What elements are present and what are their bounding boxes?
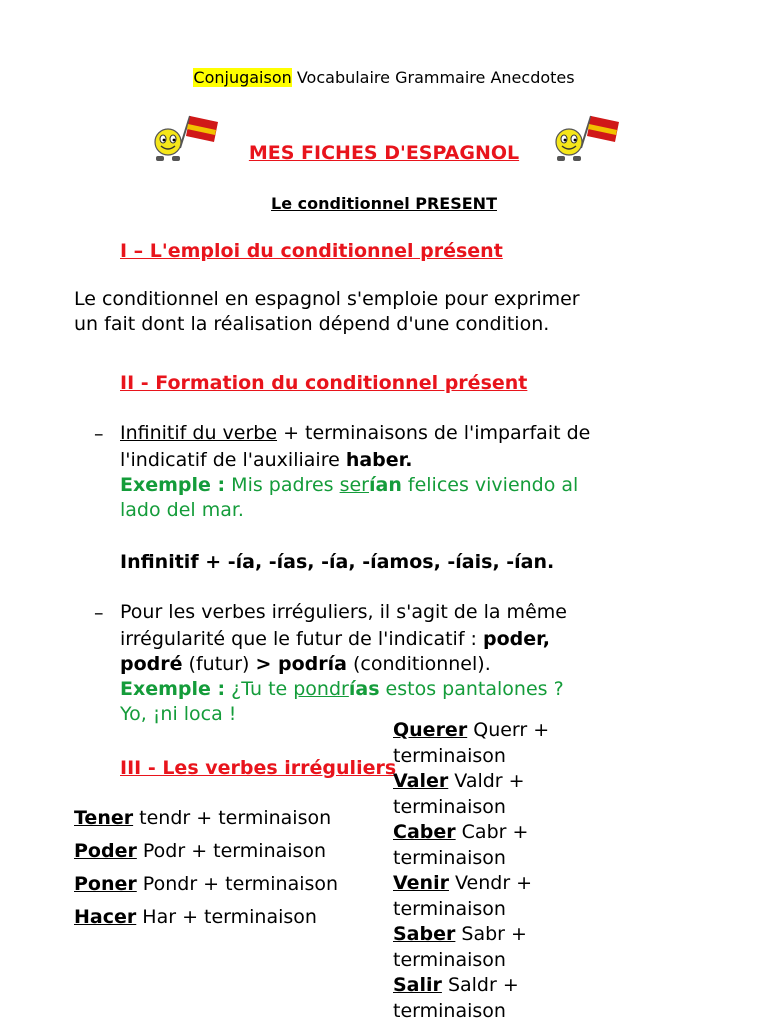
verb-ending: terminaison (393, 897, 506, 920)
example-label: Exemple : (120, 474, 226, 496)
verb-ending: terminaison (393, 846, 506, 869)
page-title: MES FICHES D'ESPAGNOL (248, 142, 520, 164)
verb-name: Valer (393, 770, 449, 792)
section-2-heading: II - Formation du conditionnel présent (120, 372, 528, 394)
verb-name: Saber (393, 923, 456, 945)
example-underlined: pondr (293, 678, 349, 700)
section-1-line-1: Le conditionnel en espagnol s'emploie pour exprimer (74, 288, 580, 310)
section-1-body (74, 287, 580, 337)
verb-name: Tener (74, 807, 134, 829)
example-text-2: estos pantalones ? (379, 678, 564, 700)
verb-name: Poner (74, 873, 137, 895)
bullet-2-text-2: (conditionnel). (346, 653, 491, 675)
example-line-2: lado del mar. (120, 499, 244, 521)
verb-name: Caber (393, 821, 456, 843)
verb-stem: Podr + terminaison (136, 840, 327, 862)
bullet-1-line-2: l'indicatif de l'auxiliaire (120, 449, 346, 471)
verb-name: Salir (393, 974, 442, 996)
bullet-1-text: + terminaisons de l'imparfait de (277, 422, 591, 444)
verb-stem: Sabr + (455, 923, 527, 945)
bullet-2-bold-3: podría (271, 653, 347, 675)
example-label: Exemple : (120, 678, 226, 700)
verb-stem: Vendr + (448, 872, 533, 894)
example-text-2: felices viviendo al (401, 474, 579, 496)
nav-conjugaison-link[interactable]: Conjugaison (193, 68, 292, 87)
nav-grammaire-link[interactable]: Grammaire (395, 68, 486, 87)
bullet-dash: – (94, 423, 104, 445)
bullet-2-bold-2: podré (120, 653, 183, 675)
bullet-2-text: (futur) (182, 653, 256, 675)
page-subtitle: Le conditionnel PRESENT (271, 194, 497, 213)
verb-ending: terminaison (393, 744, 506, 767)
verb-stem: Pondr + terminaison (136, 873, 339, 895)
verb-ending: terminaison (393, 999, 506, 1022)
bullet-2-line-2: irrégularité que le futur de l'indicatif : (120, 628, 483, 650)
verb-row (74, 805, 331, 831)
verb-stem: Valdr + (448, 770, 525, 792)
example-text: ¿Tu te (225, 678, 294, 700)
bullet-2-bold: poder, (483, 628, 550, 650)
formula: Infinitif + -ía, -ías, -ía, -íamos, -íais, -ían. (120, 551, 555, 573)
nav-vocabulaire-link[interactable]: Vocabulaire (296, 68, 390, 87)
bullet-1 (120, 421, 590, 523)
verb-row (74, 838, 326, 864)
bullet-1-bold: haber. (345, 449, 413, 471)
verb-stem: Har + terminaison (136, 906, 317, 928)
verb-row (74, 871, 338, 897)
example-line-2: Yo, ¡ni loca ! (120, 703, 237, 725)
section-1-heading: I – L'emploi du conditionnel présent (120, 240, 503, 262)
section-3-heading: III - Les verbes irréguliers (120, 757, 397, 779)
title-row (0, 140, 768, 166)
verb-name: Poder (74, 840, 137, 862)
example-underlined: ser (339, 474, 369, 496)
verb-ending: terminaison (393, 795, 506, 818)
section-1-line-2: un fait dont la réalisation dépend d'une condition. (74, 313, 550, 335)
bullet-dash: – (94, 602, 104, 624)
bullet-2-line-1: Pour les verbes irréguliers, il s'agit de la même (120, 601, 567, 623)
verb-stem: Querr + (467, 719, 550, 741)
nav-anecdotes-link[interactable]: Anecdotes (490, 68, 575, 87)
bullet-2 (120, 600, 567, 727)
verb-name: Venir (393, 872, 449, 894)
example-text: Mis padres (225, 474, 340, 496)
bullet-1-underlined: Infinitif du verbe (120, 422, 278, 444)
bullet-2-arrow: > (255, 653, 272, 675)
example-bold: ían (368, 474, 402, 496)
irregular-verbs-column (393, 718, 623, 1024)
verb-ending: terminaison (393, 948, 506, 971)
verb-stem: Cabr + (455, 821, 529, 843)
verb-name: Hacer (74, 906, 137, 928)
verb-stem: tendr + terminaison (133, 807, 332, 829)
verb-name: Querer (393, 719, 468, 741)
example-bold: ías (348, 678, 380, 700)
verb-stem: Saldr + (441, 974, 519, 996)
top-nav (0, 68, 768, 88)
verb-row (74, 904, 317, 930)
